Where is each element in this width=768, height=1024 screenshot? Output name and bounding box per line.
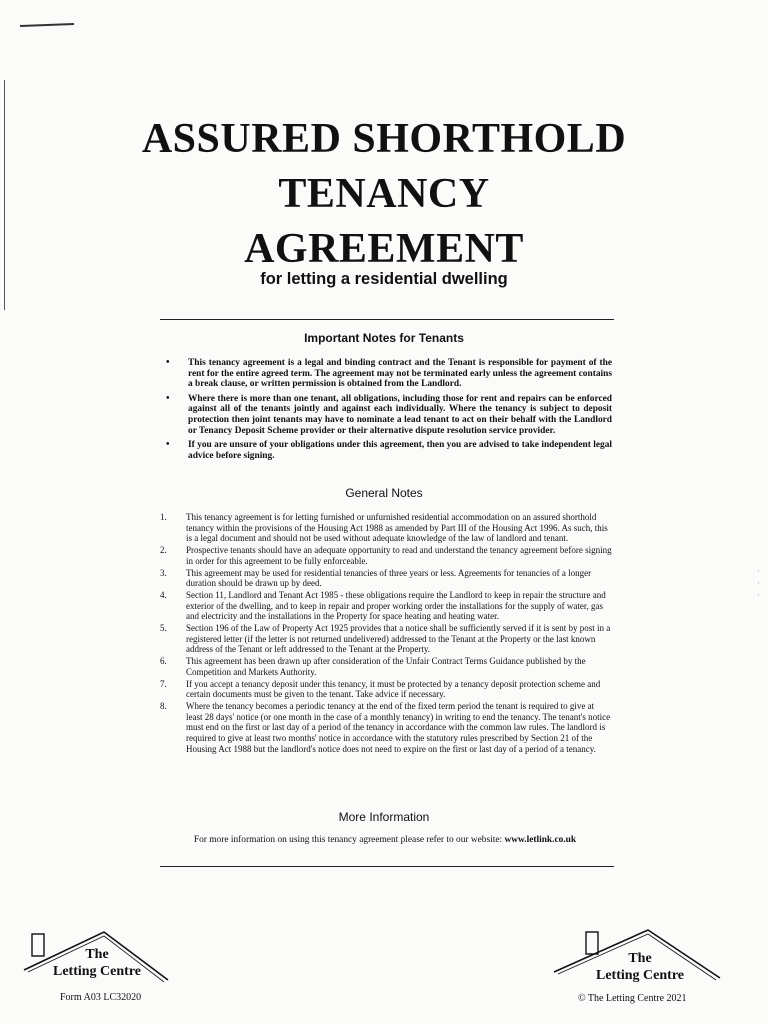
document-subtitle: for letting a residential dwelling <box>260 270 508 288</box>
letting-centre-logo-left <box>20 928 170 986</box>
document-title <box>0 112 768 277</box>
list-item: 2. Prospective tenants should have an adequate opportunity to read and understand the tenancy agreement before signing in order for this agreement to be fully enforceable. <box>160 545 612 566</box>
divider-bottom <box>160 866 614 867</box>
title-line-2: TENANCY <box>278 171 490 217</box>
divider-top <box>160 319 614 320</box>
list-item: 6. This agreement has been drawn up after consideration of the Unfair Contract Terms Guidance published by the Competition and Markets Authority. <box>160 656 586 677</box>
bullet-icon: • <box>166 392 170 404</box>
general-notes-heading: General Notes <box>345 486 423 500</box>
list-item: 8. Where the tenancy becomes a periodic tenancy at the end of the fixed term period the tenant is required to give at least 28 days' notice (or one month in the case of a monthly tenancy) in writing to end the tenancy. The tenant's notice must end on the first or last day of a period of the tenancy in accordance with the common law rules. The landlord is required to give at least two months' notice in accordance with the statutory rules prescribed by Section 21 of the Housing Act 1988 but the landlord's notice does not need to expire on the first or last day of a period of a tenancy. <box>160 700 611 754</box>
title-line-1: ASSURED SHORTHOLD <box>141 116 627 162</box>
bullet-icon: • <box>166 357 170 368</box>
general-notes-list <box>160 512 612 755</box>
margin-marks: · · · <box>757 567 760 600</box>
letting-centre-logo-right <box>552 928 722 986</box>
list-item: • Where there is more than one tenant, all obligations, including those for rent and repairs can be enforced against all of the tenants jointly and against each individually. Where the tenancy is subject to deposit protection then joint tenants may have to nominate a lead tenant to act on their behalf with the Landlord or Tenancy Deposit Scheme provider or their alternative dispute resolution service provider. <box>166 392 612 436</box>
important-notes-heading: Important Notes for Tenants <box>304 331 464 345</box>
list-item: 1. This tenancy agreement is for letting furnished or unfurnished residential accommodation on an assured shorthold tenancy within the provisions of the Housing Act 1988 as amended by Part III of the Housing Act 1996. As such, this is a legal document and should not be used without adequate knowledge of the law of landlord and tenant. <box>160 512 608 544</box>
copyright-text: © The Letting Centre 2021 <box>578 993 687 1004</box>
list-item: • If you are unsure of your obligations under this agreement, then you are advised to take independent legal advice before signing. <box>166 439 612 461</box>
list-item: 5. Section 196 of the Law of Property Act 1925 provides that a notice shall be sufficiently served if it is sent by post in a registered letter (if the letter is not returned undelivered) addressed to the Tenant at the Property or the last known address of the Tenant or left addressed to the Tenant at the Property. <box>160 623 611 655</box>
more-information-text: For more information on using this tenancy agreement please refer to our website: www.letlink.co.uk <box>193 835 577 845</box>
list-item: 4. Section 11, Landlord and Tenant Act 1985 - these obligations require the Landlord to keep in repair the structure and exterior of the dwelling, and to keep in repair and proper working order the installations for the supply of water, gas and electricity and the installations in the Property for space heating and heating water. <box>160 589 606 622</box>
corner-mark <box>20 23 74 27</box>
bullet-icon: • <box>166 439 170 451</box>
list-item: 3. This agreement may be used for residential tenancies of three years or less. Agreements for tenancies of a longer duration should be drawn up by deed. <box>160 567 592 589</box>
form-code: Form A03 LC32020 <box>60 992 142 1003</box>
important-notes-list <box>160 358 612 465</box>
website-link[interactable]: www.letlink.co.uk <box>504 835 577 845</box>
logo-text: The Letting Centre <box>53 947 141 979</box>
title-line-3: AGREEMENT <box>244 226 524 272</box>
logo-text: The Letting Centre <box>596 951 684 983</box>
more-information-heading: More Information <box>338 810 430 824</box>
list-item: • This tenancy agreement is a legal and binding contract and the Tenant is responsible for payment of the rent for the entire agreed term. The agreement may not be terminated early unless the agreement contains a break clause, or written permission is obtained from the Landlord. <box>166 357 612 390</box>
list-item: 7. If you accept a tenancy deposit under this tenancy, it must be protected by a tenancy deposit protection scheme and certain documents must be given to the tenant. Take advice if necessary. <box>160 678 601 700</box>
